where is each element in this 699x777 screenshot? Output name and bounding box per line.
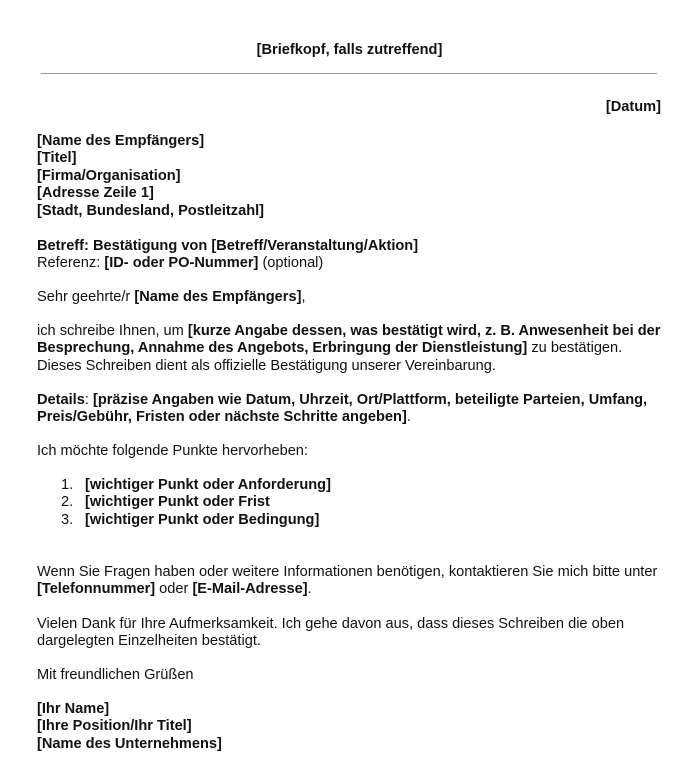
intro-lead: ich schreibe Ihnen, um	[37, 323, 188, 339]
points-list	[37, 477, 662, 529]
letterhead: [Briefkopf, falls zutreffend]	[256, 42, 443, 58]
contact-paragraph	[37, 564, 662, 599]
reference-label: Referenz:	[37, 255, 105, 272]
thanks-paragraph: Vielen Dank für Ihre Aufmerksamkeit. Ich gehe davon aus, dass dieses Schreiben die oben dargelegten Einzelheiten bestätigt.	[37, 616, 625, 650]
list-item	[37, 477, 662, 494]
intro-paragraph	[37, 323, 662, 375]
intro-tail: zu bestätigen. Dieses Schreiben dient als offizielle Bestätigung unserer Vereinbarung.	[37, 340, 623, 374]
intro-bold: [kurze Angabe dessen, was bestätigt wird, z. B. Anwesenheit bei der Besprechung, Annahme des Angebots, Erbringung der Dienstleistung]	[37, 323, 661, 357]
reference-value: [ID- oder PO-Nummer]	[104, 255, 259, 272]
salutation	[37, 289, 662, 306]
list-text: [wichtiger Punkt oder Bedingung]	[85, 511, 320, 528]
subject-block	[37, 238, 662, 273]
contact-email: [E-Mail-Adresse]	[192, 581, 308, 598]
list-text: [wichtiger Punkt oder Frist	[85, 494, 270, 511]
sender-company: [Name des Unternehmens]	[37, 735, 222, 752]
details-colon: :	[84, 392, 93, 408]
recipient-title: [Titel]	[37, 150, 77, 167]
details-bold: [präzise Angaben wie Datum, Uhrzeit, Ort/Plattform, beteiligte Parteien, Umfang, Preis/Gebühr, Fristen oder nächste Schritte angeben]	[37, 392, 648, 426]
letter-date: [Datum]	[605, 99, 661, 115]
list-item	[37, 494, 662, 511]
highlight-intro: Ich möchte folgende Punkte hervorheben:	[37, 443, 308, 459]
salutation-suffix: ,	[301, 289, 306, 305]
contact-lead: Wenn Sie Fragen haben oder weitere Informationen benötigen, kontaktieren Sie mich bitte unter	[37, 564, 658, 580]
sender-position: [Ihre Position/Ihr Titel]	[37, 718, 192, 735]
recipient-company: [Firma/Organisation]	[37, 167, 181, 184]
details-paragraph	[37, 392, 662, 427]
recipient-block	[37, 133, 662, 220]
reference-line	[37, 255, 662, 272]
closing-line: Mit freundlichen Grüßen	[37, 667, 194, 683]
subject-line: Betreff: Bestätigung von [Betreff/Veranstaltung/Aktion]	[37, 238, 419, 254]
header-divider	[41, 73, 657, 74]
contact-phone: [Telefonnummer]	[37, 581, 156, 598]
list-number: 3.	[61, 511, 74, 528]
list-text: [wichtiger Punkt oder Anforderung]	[85, 477, 331, 493]
list-number: 1.	[61, 477, 74, 493]
salutation-prefix: Sehr geehrte/r	[37, 289, 135, 305]
contact-mid: oder	[155, 581, 193, 598]
contact-end: .	[307, 581, 312, 598]
details-end: .	[406, 409, 411, 426]
recipient-name: [Name des Empfängers]	[37, 133, 205, 149]
sender-name: [Ihr Name]	[37, 701, 110, 717]
recipient-address: [Adresse Zeile 1]	[37, 185, 154, 202]
details-label: Details	[37, 392, 85, 408]
recipient-city: [Stadt, Bundesland, Postleitzahl]	[37, 202, 265, 219]
reference-suffix: (optional)	[258, 255, 324, 272]
list-number: 2.	[61, 494, 74, 511]
salutation-name: [Name des Empfängers]	[134, 289, 302, 305]
list-item	[37, 512, 662, 529]
sender-block	[37, 701, 662, 753]
